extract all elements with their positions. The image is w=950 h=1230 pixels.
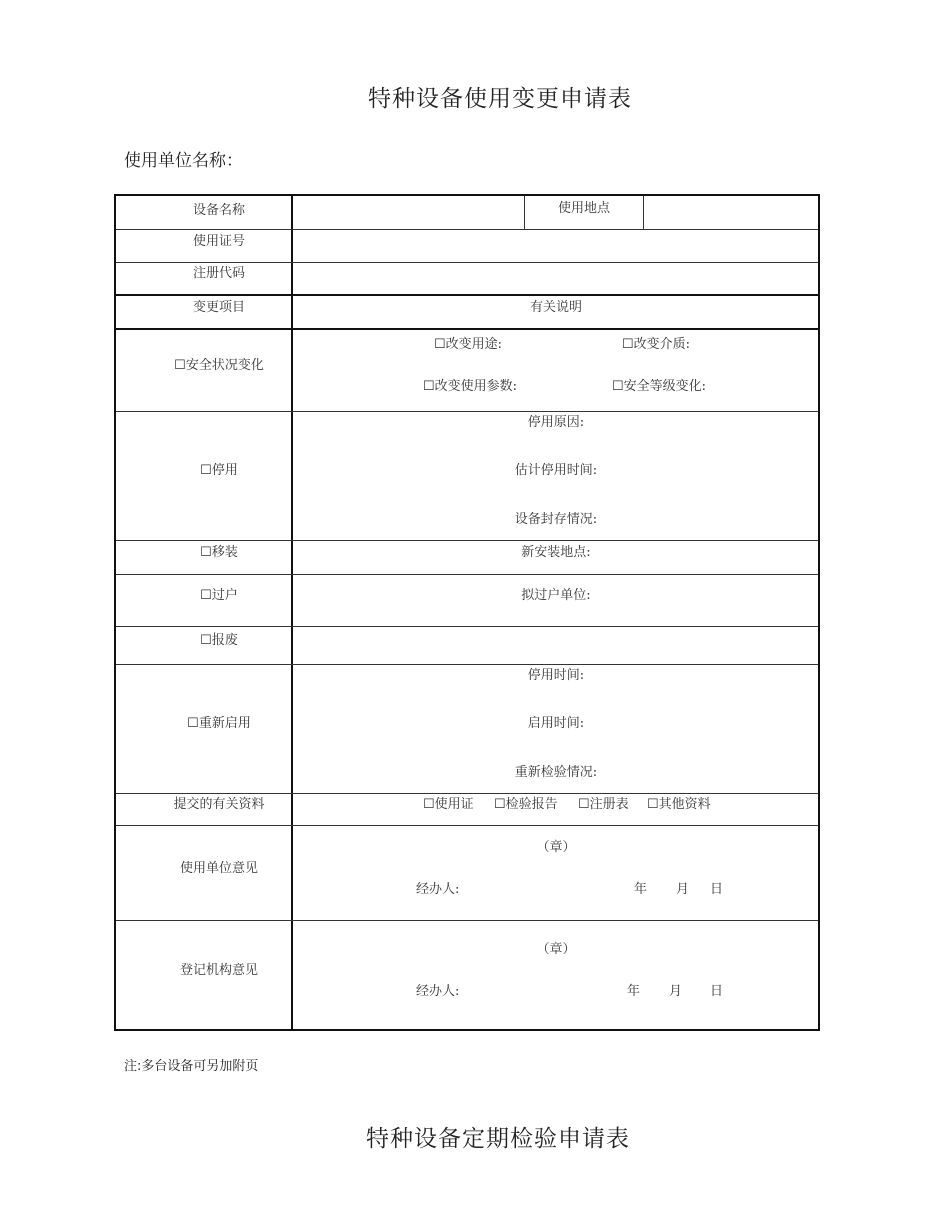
stop-time-label: 停用时间: bbox=[527, 668, 585, 683]
stop-reason-label: 停用原因: bbox=[527, 415, 585, 430]
relocate-option[interactable]: ☐移装 bbox=[200, 545, 238, 560]
location-label: 使用地点 bbox=[557, 201, 610, 216]
registry-seal-label: （章） bbox=[536, 942, 576, 957]
description-label: 有关说明 bbox=[529, 300, 582, 315]
restart-option[interactable]: ☐重新启用 bbox=[187, 716, 251, 731]
footnote: 注:多台设备可另加附页 bbox=[124, 1059, 259, 1074]
change-application-form bbox=[114, 194, 820, 1031]
registry-opinion-label: 登记机构意见 bbox=[179, 963, 258, 978]
unit-opinion-label: 使用单位意见 bbox=[179, 861, 258, 876]
unit-year-label: 年 bbox=[634, 882, 648, 897]
registry-day-label: 日 bbox=[710, 984, 724, 999]
safety-change-option[interactable]: ☐安全状况变化 bbox=[174, 358, 264, 373]
row-divider bbox=[116, 825, 818, 826]
unit-handler-label: 经办人: bbox=[416, 882, 460, 897]
change-purpose-option[interactable]: ☐改变用途: bbox=[434, 337, 503, 352]
registry-year-label: 年 bbox=[627, 984, 641, 999]
material-other-option[interactable]: ☐其他资料 bbox=[647, 797, 711, 812]
material-cert-option[interactable]: ☐使用证 bbox=[423, 797, 474, 812]
row-divider bbox=[116, 574, 818, 575]
est-stop-time-label: 估计停用时间: bbox=[514, 463, 598, 478]
start-time-label: 启用时间: bbox=[527, 716, 585, 731]
material-register-option[interactable]: ☐注册表 bbox=[578, 797, 629, 812]
change-medium-option[interactable]: ☐改变介质: bbox=[622, 337, 691, 352]
unit-name-label: 使用单位名称： bbox=[124, 151, 243, 171]
registry-handler-label: 经办人: bbox=[416, 984, 460, 999]
unit-month-label: 月 bbox=[676, 882, 690, 897]
change-item-label: 变更项目 bbox=[192, 300, 245, 315]
reg-code-label: 注册代码 bbox=[192, 266, 245, 281]
unit-day-label: 日 bbox=[710, 882, 724, 897]
row-divider bbox=[116, 328, 818, 330]
materials-label: 提交的有关资料 bbox=[173, 797, 265, 812]
row-divider bbox=[116, 626, 818, 627]
page-title: 特种设备使用变更申请表 bbox=[368, 86, 632, 112]
row-divider bbox=[116, 920, 818, 921]
seal-status-label: 设备封存情况: bbox=[514, 512, 598, 527]
stop-use-option[interactable]: ☐停用 bbox=[200, 463, 238, 478]
next-form-title: 特种设备定期检验申请表 bbox=[366, 1126, 630, 1152]
location-divider-right bbox=[643, 196, 644, 229]
unit-seal-label: （章） bbox=[536, 840, 576, 855]
cert-no-label: 使用证号 bbox=[192, 234, 245, 249]
scrap-option[interactable]: ☐报废 bbox=[200, 633, 238, 648]
change-params-option[interactable]: ☐改变使用参数: bbox=[423, 379, 518, 394]
safety-grade-option[interactable]: ☐安全等级变化: bbox=[612, 379, 707, 394]
registry-month-label: 月 bbox=[669, 984, 683, 999]
reinspect-label: 重新检验情况: bbox=[514, 765, 598, 780]
new-unit-label: 拟过户单位: bbox=[521, 588, 591, 603]
material-report-option[interactable]: ☐检验报告 bbox=[494, 797, 558, 812]
new-site-label: 新安装地点: bbox=[521, 545, 591, 560]
transfer-option[interactable]: ☐过户 bbox=[200, 588, 238, 603]
device-name-label: 设备名称 bbox=[192, 203, 245, 218]
column-divider bbox=[291, 196, 293, 1029]
